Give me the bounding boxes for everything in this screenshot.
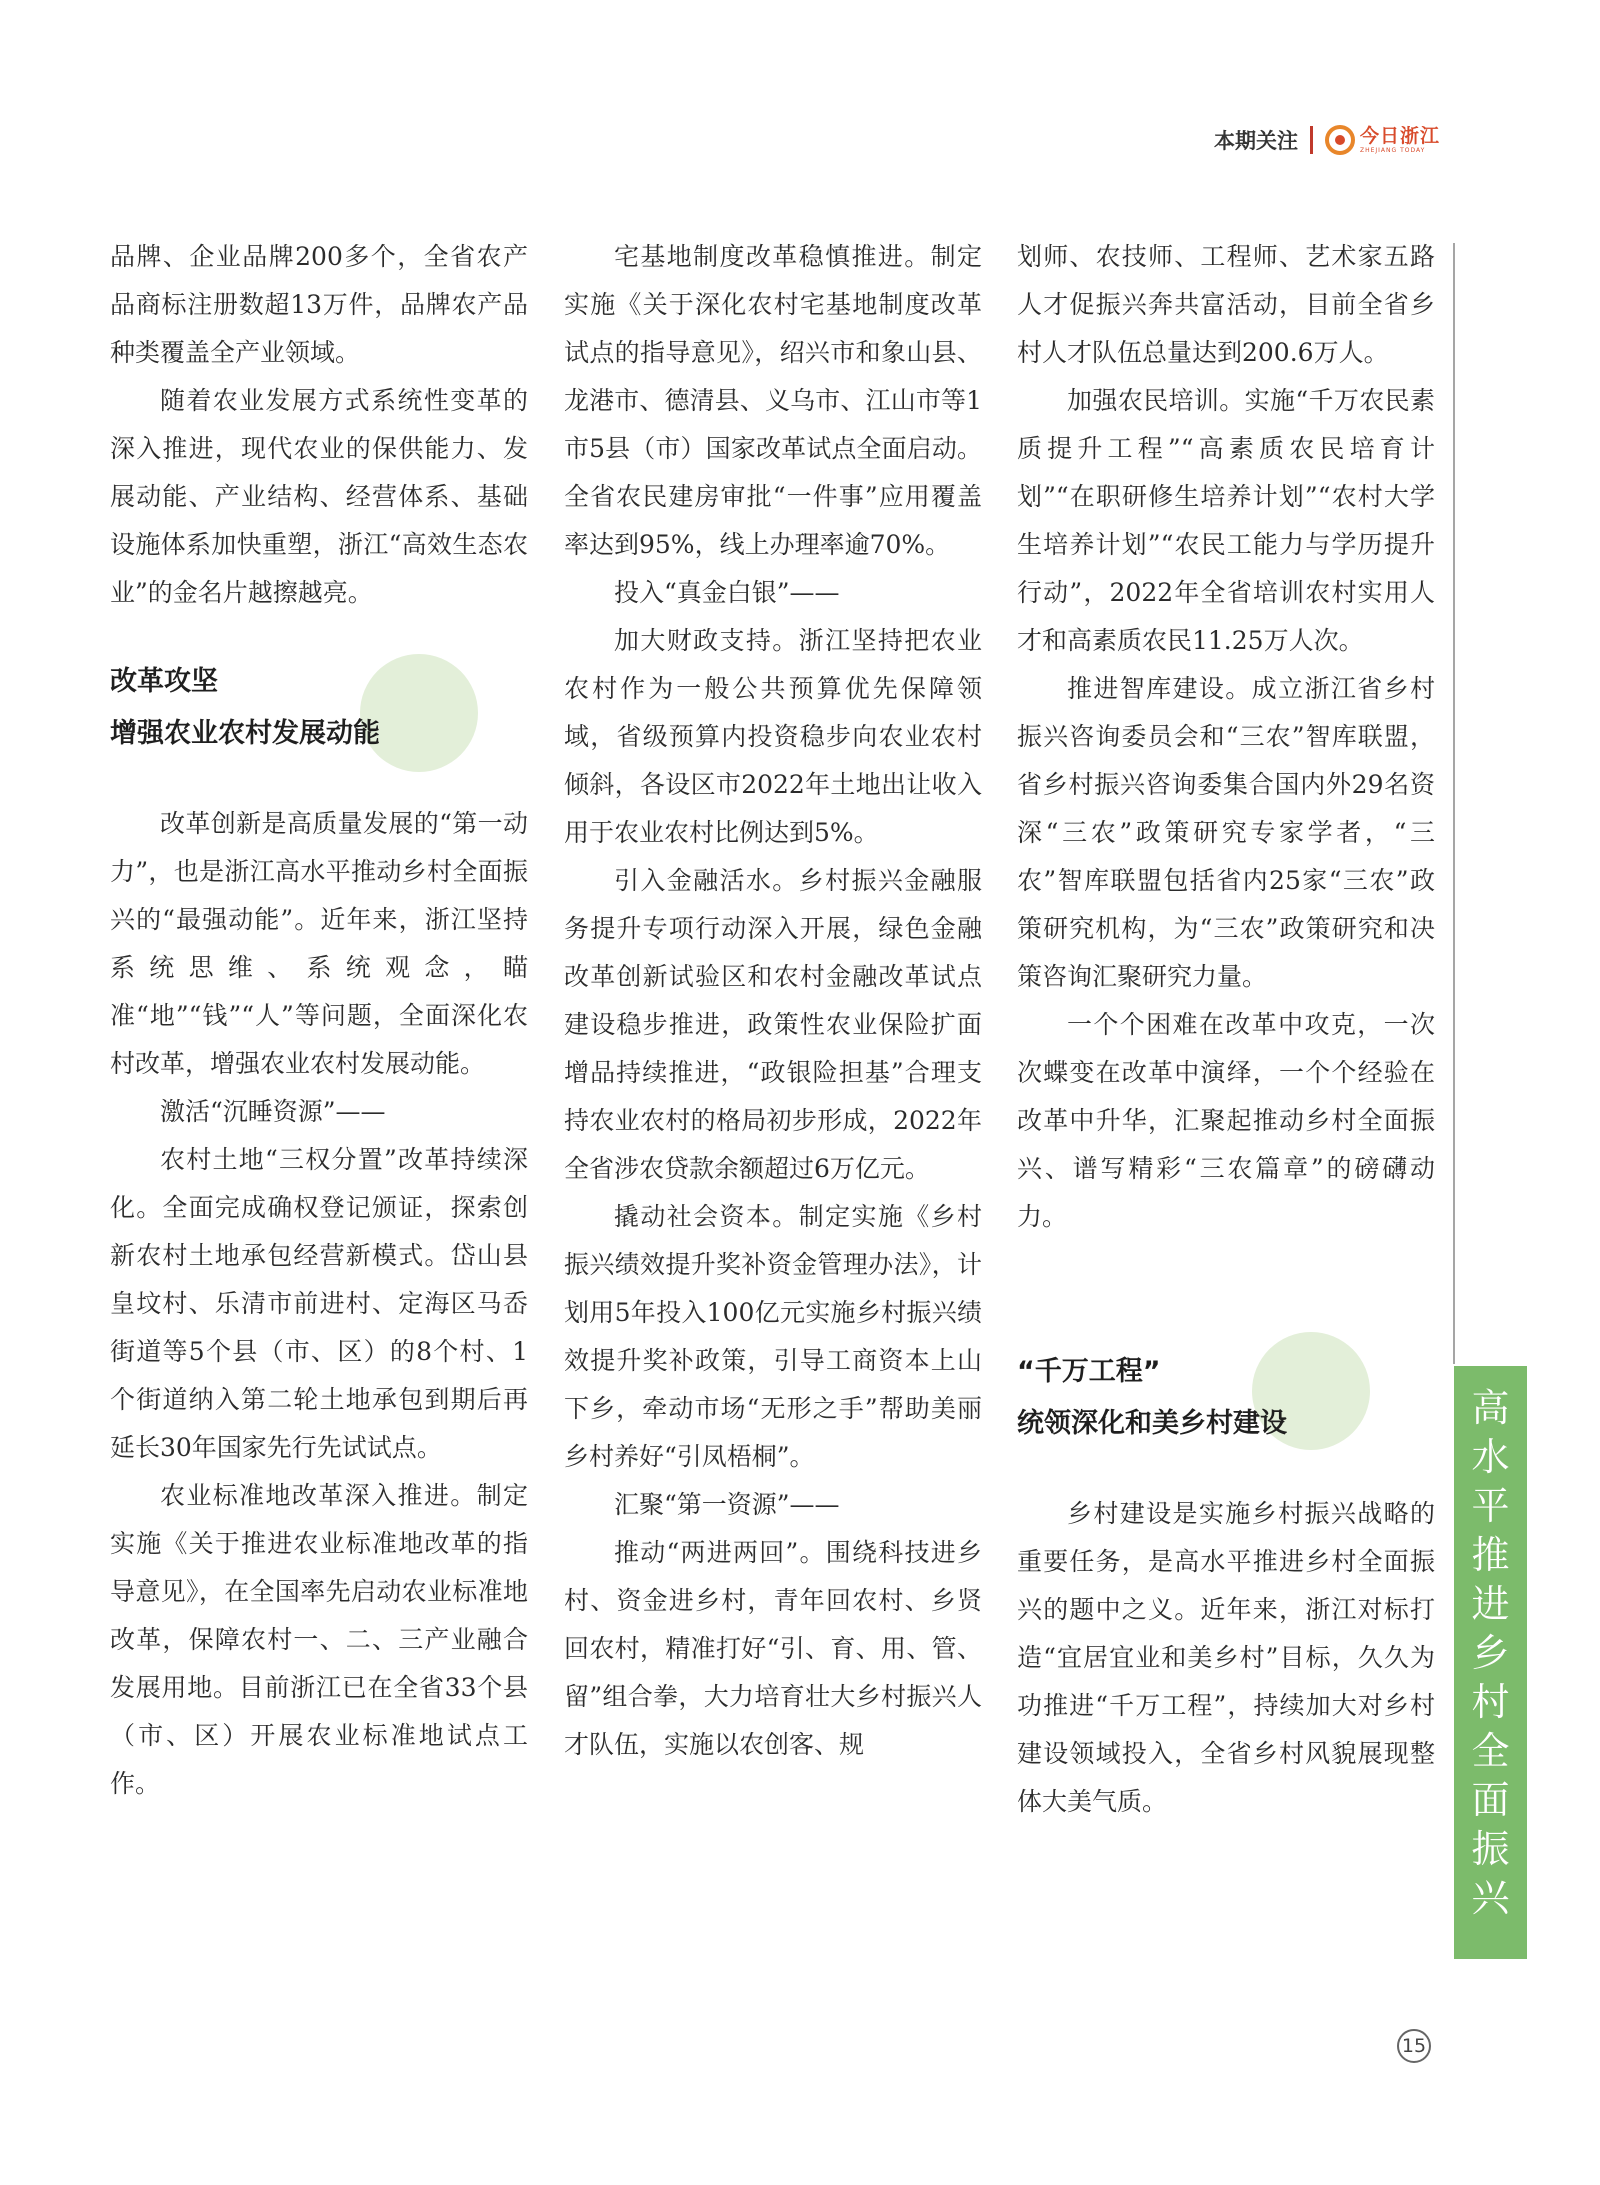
section-heading	[110, 656, 528, 760]
side-tab	[1454, 1366, 1527, 1959]
page-header	[1214, 118, 1440, 162]
heading-line-1: 改革攻坚	[110, 666, 218, 697]
paragraph: 推进智库建设。成立浙江省乡村振兴咨询委员会和“三农”智库联盟，省乡村振兴咨询委集合国内外29名资深“三农”政策研究专家学者，“三农”智库联盟包括省内25家“三农”政策研究机构，为“三农”政策研究和决策咨询汇聚研究力量。	[1017, 674, 1435, 991]
paragraph: 划师、农技师、工程师、艺术家五路人才促振兴奔共富活动，目前全省乡村人才队伍总量达到200.6万人。	[1017, 242, 1435, 367]
logo-icon	[1325, 125, 1355, 155]
paragraph: 推动“两进两回”。围绕科技进乡村、资金进乡村，青年回农村、乡贤回农村，精准打好“引、育、用、管、留”组合拳，大力培育壮大乡村振兴人才队伍，实施以农创客、规	[564, 1538, 982, 1759]
header-divider	[1310, 126, 1313, 154]
paragraph: 一个个困难在改革中攻克，一次次蝶变在改革中演绎，一个个经验在改革中升华，汇聚起推动乡村全面振兴、谱写精彩“三农篇章”的磅礴动力。	[1017, 1010, 1435, 1231]
paragraph: 农村土地“三权分置”改革持续深化。全面完成确权登记颁证，探索创新农村土地承包经营新模式。岱山县皇坟村、乐清市前进村、定海区马岙街道等5个县（市、区）的8个村、1个街道纳入第二轮土地承包到期后再延长30年国家先行先试试点。	[110, 1145, 528, 1462]
paragraph: 农业标准地改革深入推进。制定实施《关于推进农业标准地改革的指导意见》，在全国率先启动农业标准地改革，保障农村一、二、三产业融合发展用地。目前浙江已在全省33个县（市、区）开展农业标准地试点工作。	[110, 1481, 528, 1798]
logo-subtext: ZHEJIANG TODAY	[1359, 146, 1426, 154]
paragraph: 品牌、企业品牌200多个，全省农产品商标注册数超13万件，品牌农产品种类覆盖全产业领域。	[110, 242, 528, 367]
paragraph: 随着农业发展方式系统性变革的深入推进，现代农业的保供能力、发展动能、产业结构、经营体系、基础设施体系加快重塑，浙江“高效生态农业”的金名片越擦越亮。	[110, 386, 528, 607]
column-3	[1017, 233, 1435, 1826]
paragraph: 加大财政支持。浙江坚持把农业农村作为一般公共预算优先保障领域，省级预算内投资稳步向农业农村倾斜，各设区市2022年土地出让收入用于农业农村比例达到5%。	[564, 626, 982, 847]
paragraph: 宅基地制度改革稳慎推进。制定实施《关于深化农村宅基地制度改革试点的指导意见》，绍兴市和象山县、龙港市、德清县、义乌市、江山市等1市5县（市）国家改革试点全面启动。全省农民建房审批“一件事”应用覆盖率达到95%，线上办理率逾70%。	[564, 242, 982, 559]
paragraph: 激活“沉睡资源”——	[160, 1097, 386, 1126]
heading-line-2: 增强农业农村发展动能	[110, 718, 380, 749]
magazine-logo	[1325, 125, 1440, 155]
paragraph: 改革创新是高质量发展的“第一动力”，也是浙江高水平推动乡村全面振兴的“最强动能”。近年来，浙江坚持系统思维、系统观念，瞄准“地”“钱”“人”等问题，全面深化农村改革，增强农业农村发展动能。	[110, 809, 528, 1078]
section-heading	[1017, 1346, 1435, 1450]
heading-decoration-circle	[360, 654, 478, 772]
heading-line-1: “千万工程”	[1017, 1356, 1161, 1387]
column-2	[564, 233, 982, 1769]
paragraph: 加强农民培训。实施“千万农民素质提升工程”“高素质农民培育计划”“在职研修生培养计划”“农村大学生培养计划”“农民工能力与学历提升行动”，2022年全省培训农村实用人才和高素质农民11.25万人次。	[1017, 386, 1435, 655]
paragraph: 汇聚“第一资源”——	[614, 1490, 840, 1519]
side-tab-title: 高水平推进乡村全面振兴	[1471, 1386, 1510, 1920]
column-1	[110, 233, 528, 1808]
section-label: 本期关注	[1213, 129, 1298, 153]
logo-text: 今日浙江	[1359, 124, 1440, 147]
page-number: 15	[1397, 2029, 1431, 2063]
paragraph: 引入金融活水。乡村振兴金融服务提升专项行动深入开展，绿色金融改革创新试验区和农村金融改革试点建设稳步推进，政策性农业保险扩面增品持续推进，“政银险担基”合理支持农业农村的格局初步形成，2022年全省涉农贷款余额超过6万亿元。	[564, 866, 982, 1183]
paragraph: 乡村建设是实施乡村振兴战略的重要任务，是高水平推进乡村全面振兴的题中之义。近年来，浙江对标打造“宜居宜业和美乡村”目标，久久为功推进“千万工程”，持续加大对乡村建设领域投入，全省乡村风貌展现整体大美气质。	[1017, 1499, 1435, 1816]
paragraph: 投入“真金白银”——	[614, 578, 840, 607]
column-divider	[1453, 243, 1455, 1364]
heading-line-2: 统领深化和美乡村建设	[1017, 1408, 1287, 1439]
paragraph: 撬动社会资本。制定实施《乡村振兴绩效提升奖补资金管理办法》，计划用5年投入100亿元实施乡村振兴绩效提升奖补政策，引导工商资本上山下乡，牵动市场“无形之手”帮助美丽乡村养好“引凤梧桐”。	[564, 1202, 982, 1471]
